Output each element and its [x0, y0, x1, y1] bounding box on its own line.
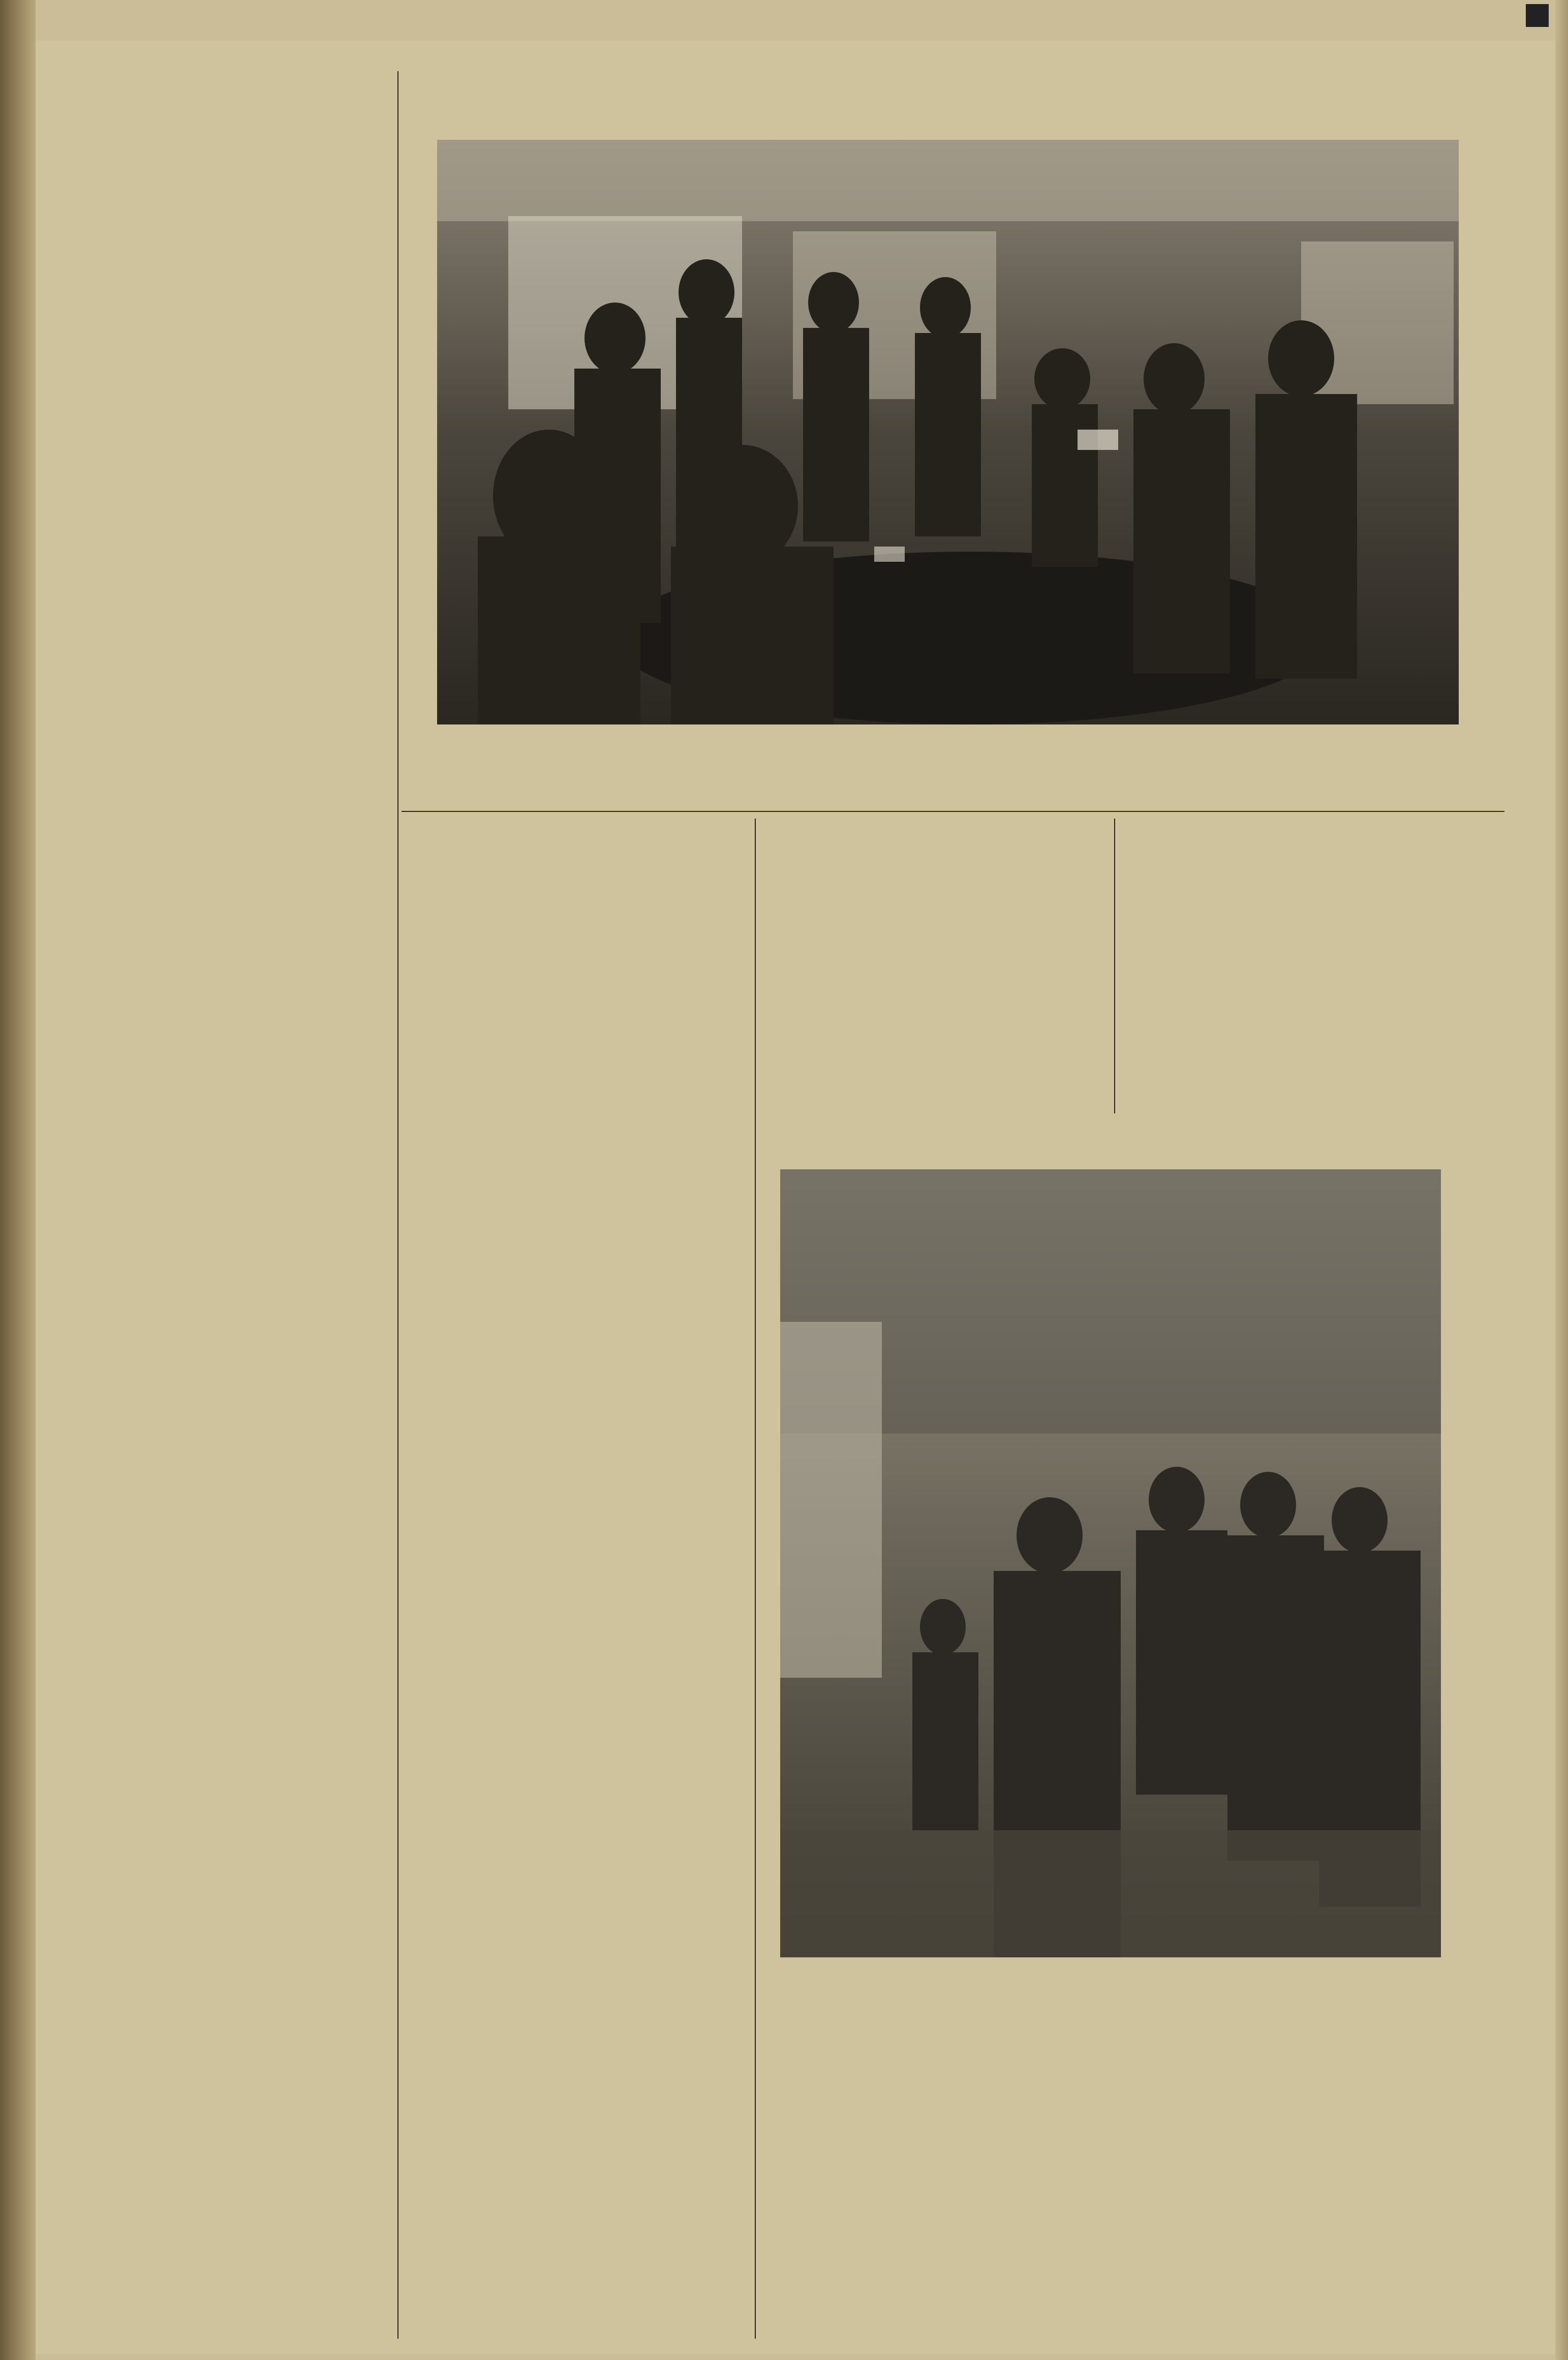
- spine-text: [2, 407, 33, 2084]
- column-4: [1121, 819, 1471, 1113]
- column-1: [41, 71, 391, 2339]
- page-number: [1526, 4, 1549, 27]
- photo-negotiation-car: [437, 140, 1459, 724]
- column-2: [404, 819, 750, 2339]
- column-3: [762, 819, 1108, 1113]
- binding-spine: [0, 0, 36, 2360]
- column-rule: [1114, 819, 1115, 1113]
- page-edge: [1555, 0, 1568, 2360]
- column-rule: [755, 819, 756, 2339]
- section-rule: [402, 811, 1504, 812]
- column-rule: [397, 71, 398, 2339]
- photo-delegation-tent: [780, 1169, 1441, 1957]
